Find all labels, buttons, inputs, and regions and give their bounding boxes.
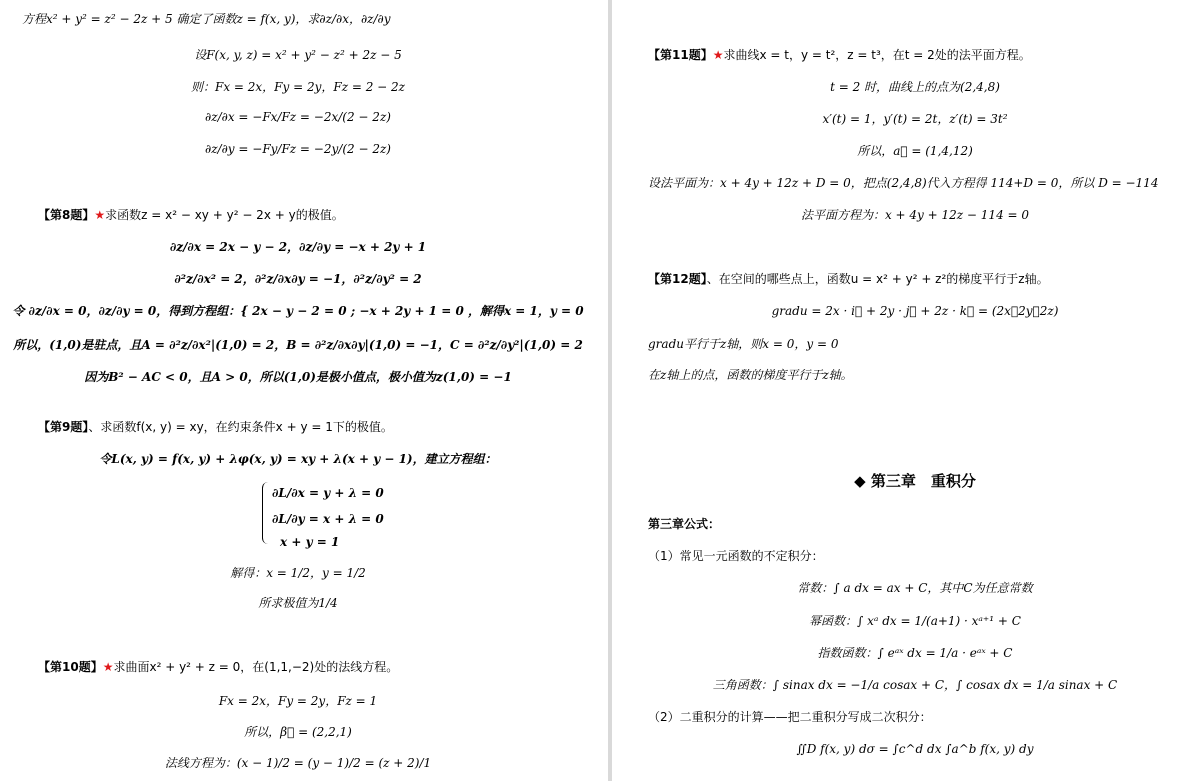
equation-system-row-3: x + y = 1 (280, 535, 340, 549)
equation-q11-result: 法平面方程为：x + 4y + 12z − 114 = 0 (800, 208, 1030, 222)
question-9-heading (38, 420, 393, 434)
question-11-text: 求曲线x = t，y = t²，z = t³，在t = 2处的法平面方程。 (723, 48, 1031, 62)
equation-q10-normal-line: 法线方程为：(x − 1)/2 = (y − 1)/2 = (z + 2)/1 (164, 756, 432, 770)
equation-extremum: 所求极值为1/4 (258, 596, 338, 610)
equation-q10-normal-vector: 所以，β⃗ = (2,2,1) (244, 725, 352, 739)
equation-q8-system: 令 ∂z/∂x = 0，∂z/∂y = 0，得到方程组：{ 2x − y − 2 = 0 ; −x + 2y + 1 = 0 ，解得x = 1，y = 0 (12, 304, 584, 318)
question-11-label: 【第11题】 (648, 48, 713, 62)
equation-q10-partials: Fx = 2x，Fy = 2y，Fz = 1 (218, 694, 378, 708)
chapter-heading (854, 474, 976, 488)
equation-q8-abc: 所以，(1,0)是驻点，且A = ∂²z/∂x²|(1,0) = 2，B = ∂²z/∂x∂y|(1,0) = −1，C = ∂²z/∂y²|(1,0) = 2 (13, 338, 583, 352)
question-12-text: 、在空间的哪些点上，函数u = x² + y² + z²的梯度平行于z轴。 (706, 272, 1049, 286)
equation-partials: 则：Fx = 2x，Fy = 2y，Fz = 2 − 2z (191, 80, 405, 94)
formulas-title: 第三章公式： (648, 517, 721, 531)
equation-dzdx: ∂z/∂x = −Fx/Fz = −2x/(2 − 2z) (205, 110, 391, 124)
equation-q11-plane: 设法平面为：x + 4y + 12z + D = 0，把点(2,4,8)代入方程得 114+D = 0，所以 D = −114 (648, 176, 1159, 190)
system-brace (262, 482, 271, 544)
equation-q11-tangent: 所以，a⃗ = (1,4,12) (857, 144, 973, 158)
equation-q8-first-partials: ∂z/∂x = 2x − y − 2，∂z/∂y = −x + 2y + 1 (169, 240, 427, 254)
equation-solution: 解得：x = 1/2，y = 1/2 (230, 566, 366, 580)
question-11-heading (648, 48, 1031, 62)
formula-section-1: （1）常见一元函数的不定积分： (648, 549, 824, 563)
question-8-label: 【第8题】 (38, 208, 95, 222)
question-10-heading (38, 660, 398, 674)
problem-7-statement: 方程x² + y² = z² − 2z + 5 确定了函数z = f(x, y)，求∂z/∂x，∂z/∂y (22, 12, 391, 26)
equation-q8-conclusion: 因为B² − AC < 0，且A > 0，所以(1,0)是极小值点，极小值为z(1,0) = −1 (84, 370, 512, 384)
question-12-label: 【第12题】 (648, 272, 707, 286)
equation-define-f: 设F(x, y, z) = x² + y² − z² + 2z − 5 (194, 48, 402, 62)
question-10-label: 【第10题】 (38, 660, 103, 674)
equation-lagrange: 令L(x, y) = f(x, y) + λφ(x, y) = xy + λ(x + y − 1)，建立方程组： (99, 452, 497, 466)
formula-power: 幂函数：∫ xᵃ dx = 1/(a+1) · xᵃ⁺¹ + C (809, 614, 1021, 628)
equation-q12-conclusion: 在z轴上的点，函数的梯度平行于z轴。 (648, 368, 853, 382)
question-12-heading (648, 272, 1049, 286)
equation-system-row-2: ∂L/∂y = x + λ = 0 (272, 512, 384, 526)
equation-q12-condition: gradu平行于z轴，则x = 0，y = 0 (648, 337, 839, 351)
equation-gradient: gradu = 2x · i⃗ + 2y · j⃗ + 2z · k⃗ = (2x，2y，2z) (771, 304, 1059, 318)
formula-section-2: （2）二重积分的计算——把二重积分写成二次积分： (648, 710, 932, 724)
question-10-text: 求曲面x² + y² + z = 0，在(1,1,−2)处的法线方程。 (113, 660, 399, 674)
star-icon: ★ (102, 660, 114, 674)
equation-system-row-1: ∂L/∂x = y + λ = 0 (272, 486, 384, 500)
question-9-label: 【第9题】 (38, 420, 89, 434)
equation-dzdy: ∂z/∂y = −Fy/Fz = −2y/(2 − 2z) (205, 142, 391, 156)
star-icon: ★ (712, 48, 724, 62)
page-right (612, 0, 1180, 781)
diamond-icon: ◆ (854, 472, 866, 490)
question-8-text: 求函数z = x² − xy + y² − 2x + y的极值。 (105, 208, 344, 222)
formula-double-integral: ∬D f(x, y) dσ = ∫c^d dx ∫a^b f(x, y) dy (796, 742, 1034, 756)
star-icon: ★ (94, 208, 106, 222)
equation-q11-derivatives: x′(t) = 1，y′(t) = 2t，z′(t) = 3t² (822, 112, 1008, 126)
equation-q8-second-partials: ∂²z/∂x² = 2，∂²z/∂x∂y = −1，∂²z/∂y² = 2 (174, 272, 422, 286)
question-8-heading (38, 208, 344, 222)
equation-q11-point: t = 2 时，曲线上的点为(2,4,8) (830, 80, 1000, 94)
formula-constant: 常数：∫ a dx = ax + C，其中C为任意常数 (797, 581, 1033, 595)
formula-exponential: 指数函数：∫ eᵃˣ dx = 1/a · eᵃˣ + C (817, 646, 1013, 660)
chapter-title: 第三章 重积分 (870, 472, 976, 490)
formula-trig: 三角函数：∫ sinax dx = −1/a cosax + C，∫ cosax dx = 1/a sinax + C (712, 678, 1118, 692)
question-9-text: 、求函数f(x, y) = xy，在约束条件x + y = 1下的极值。 (88, 420, 393, 434)
